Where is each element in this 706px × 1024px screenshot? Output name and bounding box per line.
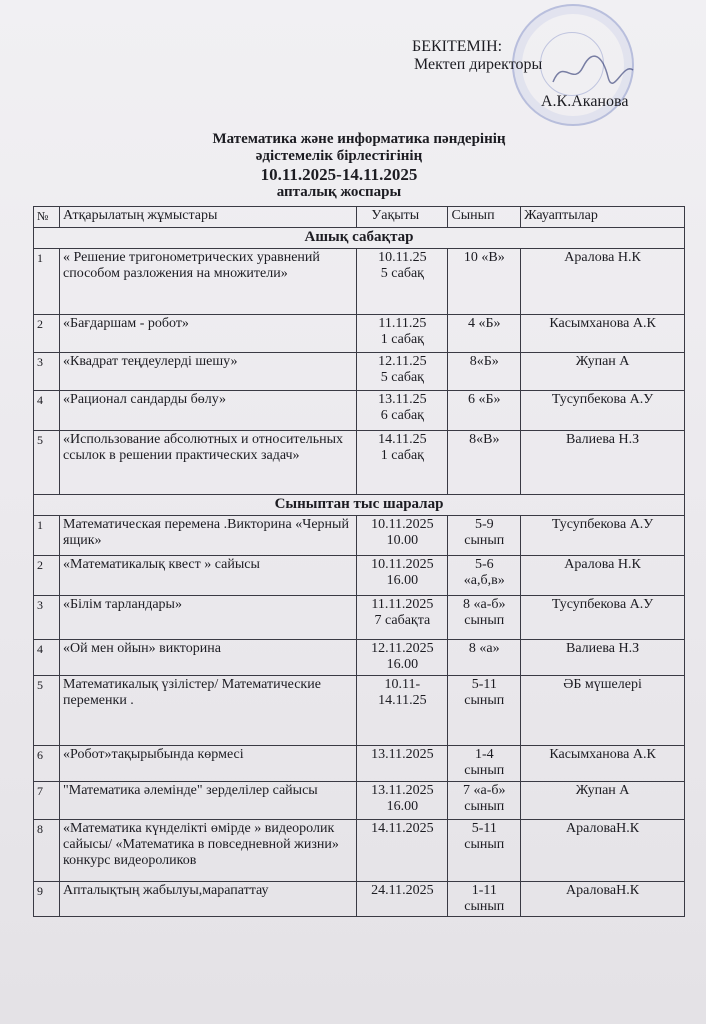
row-number-text: 9 (37, 884, 43, 898)
row-work-text: Математикалық үзілістер/ Математические переменки . (63, 677, 321, 708)
row-work (60, 676, 357, 746)
row-date: 14.11.2025 (371, 821, 434, 836)
row-class-text: 6 «Б» (468, 392, 501, 407)
row-class (448, 516, 521, 556)
row-time (357, 315, 448, 353)
header-no: № (34, 207, 60, 228)
row-number (34, 249, 60, 315)
table-row (34, 315, 685, 353)
row-class-text: 1-4 (474, 747, 494, 762)
row-time-detail: 10.00 (386, 533, 419, 548)
row-work (60, 391, 357, 431)
row-class (448, 676, 521, 746)
row-time-detail: 16.00 (386, 657, 419, 672)
row-time (357, 820, 448, 882)
row-responsible (521, 676, 685, 746)
row-class (448, 640, 521, 676)
header-time: Уақыты (357, 207, 448, 228)
header-responsible: Жауаптылар (521, 207, 685, 228)
row-class (448, 315, 521, 353)
row-class (448, 353, 521, 391)
row-responsible-text: АраловаН.К (566, 883, 640, 898)
row-number (34, 676, 60, 746)
row-number (34, 516, 60, 556)
row-responsible (521, 782, 685, 820)
row-responsible (521, 556, 685, 596)
table-row (34, 820, 685, 882)
row-responsible-text: Жупан А (575, 783, 630, 798)
row-date: 24.11.2025 (371, 883, 434, 898)
row-number-text: 1 (37, 518, 43, 532)
table-row (34, 391, 685, 431)
row-work (60, 249, 357, 315)
director-signature (548, 52, 638, 92)
row-work-text: «Математика күнделікті өмірде » видеоролик сайысы/ «Математика в повседневной жизни» конкурс видеороликов (63, 821, 339, 868)
row-number-text: 6 (37, 748, 43, 762)
row-class-text: 5-11 (471, 821, 497, 836)
row-class (448, 746, 521, 782)
row-class-suffix: сынып (464, 799, 505, 814)
table-row (34, 353, 685, 391)
row-class-suffix: сынып (464, 899, 505, 914)
row-work-text: «Бағдаршам - робот» (63, 316, 189, 331)
row-class-suffix: сынып (464, 693, 505, 708)
row-class-suffix: сынып (464, 533, 505, 548)
row-class (448, 782, 521, 820)
row-date: 10.11.25 (378, 250, 427, 265)
approval-line2: Мектеп директоры (414, 56, 543, 73)
row-work-text: "Математика әлемінде" зерделілер сайысы (63, 783, 318, 798)
row-responsible (521, 746, 685, 782)
row-work (60, 640, 357, 676)
row-work (60, 596, 357, 640)
row-class (448, 391, 521, 431)
row-time-detail: 1 сабақ (380, 448, 424, 463)
row-work-text: «Білім тарландары» (63, 597, 182, 612)
approval-line1: БЕКІТЕМІН: (412, 38, 503, 55)
row-responsible-text: Тусупбекова А.У (551, 392, 654, 407)
row-date: 12.11.25 (378, 354, 427, 369)
row-number-text: 5 (37, 678, 43, 692)
plan-table (33, 206, 685, 917)
row-number-text: 3 (37, 598, 43, 612)
row-work (60, 556, 357, 596)
row-date: 11.11.2025 (371, 597, 434, 612)
row-time-detail: 14.11.25 (378, 693, 427, 708)
row-time (357, 556, 448, 596)
row-date: 11.11.25 (378, 316, 427, 331)
row-number-text: 5 (37, 433, 43, 447)
row-class-text: 10 «В» (463, 250, 505, 265)
row-number (34, 391, 60, 431)
row-number (34, 746, 60, 782)
row-date: 10.11.2025 (371, 517, 434, 532)
row-number-text: 4 (37, 642, 43, 656)
row-work-text: Математическая перемена .Викторина «Черный ящик» (63, 517, 349, 548)
row-date: 13.11.25 (378, 392, 427, 407)
row-time (357, 596, 448, 640)
row-class-suffix: сынып (464, 837, 505, 852)
row-work (60, 746, 357, 782)
row-number (34, 596, 60, 640)
row-number (34, 353, 60, 391)
table-row (34, 556, 685, 596)
row-class (448, 431, 521, 495)
section-row-open-lessons (34, 228, 685, 249)
row-class (448, 820, 521, 882)
row-number-text: 4 (37, 393, 43, 407)
row-responsible (521, 640, 685, 676)
row-number (34, 431, 60, 495)
row-class-text: 1-11 (471, 883, 497, 898)
row-class-text: 4 «Б» (468, 316, 501, 331)
row-number (34, 782, 60, 820)
row-class-text: 7 «а-б» (463, 783, 506, 798)
row-work-text: «Робот»тақырыбында көрмесі (63, 747, 244, 762)
row-work (60, 782, 357, 820)
row-number (34, 640, 60, 676)
director-name: А.К.Аканова (541, 93, 629, 110)
row-time-detail: 16.00 (386, 573, 419, 588)
row-time (357, 782, 448, 820)
title-period: 10.11.2025-14.11.2025 (260, 165, 418, 184)
row-work-text: «Использование абсолютных и относительных ссылок в решении практических задач» (63, 432, 344, 463)
table-row (34, 249, 685, 315)
row-work (60, 820, 357, 882)
row-class-suffix: сынып (464, 613, 505, 628)
row-responsible (521, 820, 685, 882)
row-time (357, 882, 448, 917)
row-work (60, 353, 357, 391)
row-number-text: 2 (37, 317, 43, 331)
row-responsible-text: Аралова Н.К (564, 250, 641, 265)
row-date: 13.11.2025 (371, 747, 434, 762)
table-row (34, 676, 685, 746)
row-time-detail: 16.00 (386, 799, 419, 814)
row-date: 12.11.2025 (371, 641, 434, 656)
row-work (60, 315, 357, 353)
table-row (34, 516, 685, 556)
row-responsible-text: Жупан А (575, 354, 630, 369)
row-number-text: 3 (37, 355, 43, 369)
row-work-text: «Ой мен ойын» викторина (63, 641, 221, 656)
row-class-text: 5-9 (474, 517, 494, 532)
row-time-detail: 6 сабақ (380, 408, 424, 423)
row-responsible (521, 882, 685, 917)
table-row (34, 782, 685, 820)
row-class-text: 8«Б» (469, 354, 499, 369)
row-work-text: «Квадрат теңдеулерді шешу» (63, 354, 238, 369)
title-line4: апталық жоспары (276, 184, 402, 200)
title-line2: әдістемелік бірлестігінің (255, 148, 423, 164)
row-time (357, 640, 448, 676)
row-date: 10.11.2025 (371, 557, 434, 572)
section-title: Ашық сабақтар (34, 228, 685, 249)
row-number-text: 7 (37, 784, 43, 798)
row-time (357, 746, 448, 782)
row-responsible-text: Тусупбекова А.У (551, 517, 654, 532)
row-responsible-text: Тусупбекова А.У (551, 597, 654, 612)
row-number (34, 882, 60, 917)
row-time-detail: 5 сабақ (380, 370, 424, 385)
row-class-suffix: «а,б,в» (463, 573, 505, 588)
row-responsible (521, 516, 685, 556)
row-responsible-text: АраловаН.К (566, 821, 640, 836)
row-responsible-text: Касымханова А.К (549, 316, 656, 331)
section-row-events (34, 495, 685, 516)
row-responsible (521, 315, 685, 353)
row-class-text: 8 «а-б» (463, 597, 506, 612)
row-date: 10.11- (384, 677, 421, 692)
row-time-detail: 1 сабақ (380, 332, 424, 347)
row-class-text: 8«В» (469, 432, 500, 447)
row-responsible (521, 353, 685, 391)
row-time (357, 249, 448, 315)
row-time (357, 431, 448, 495)
row-work-text: Апталықтың жабылуы,марапаттау (63, 883, 269, 898)
row-class-text: 8 «а» (468, 641, 500, 656)
row-time (357, 391, 448, 431)
row-time (357, 353, 448, 391)
table-row (34, 640, 685, 676)
row-responsible-text: Валиева Н.З (565, 432, 640, 447)
row-class-suffix: сынып (464, 763, 505, 778)
row-work-text: « Решение тригонометрических уравнений способом разложения на множители» (63, 250, 320, 281)
row-responsible-text: ӘБ мүшелері (563, 677, 642, 692)
row-work-text: «Рационал сандарды бөлу» (63, 392, 227, 407)
section-title: Сыныптан тыс шаралар (34, 495, 685, 516)
row-class (448, 596, 521, 640)
row-responsible (521, 249, 685, 315)
row-work-text: «Математикалық квест » сайысы (63, 557, 260, 572)
row-class-text: 5-11 (471, 677, 497, 692)
row-time (357, 516, 448, 556)
header-work: Атқарылатың жұмыстары (60, 207, 357, 228)
row-responsible (521, 596, 685, 640)
row-time-detail: 5 сабақ (380, 266, 424, 281)
approval-block (412, 38, 542, 74)
row-work (60, 882, 357, 917)
row-time-detail: 7 сабақта (374, 613, 431, 628)
row-class (448, 882, 521, 917)
header-class: Сынып (448, 207, 521, 228)
row-class-text: 5-6 (474, 557, 494, 572)
row-class (448, 556, 521, 596)
title-line1: Математика және информатика пәндерінің (212, 131, 506, 147)
row-responsible-text: Аралова Н.К (564, 557, 641, 572)
row-responsible (521, 431, 685, 495)
row-work (60, 431, 357, 495)
row-work (60, 516, 357, 556)
row-number-text: 2 (37, 558, 43, 572)
row-number (34, 315, 60, 353)
row-number-text: 1 (37, 251, 43, 265)
row-time (357, 676, 448, 746)
row-responsible (521, 391, 685, 431)
row-number (34, 556, 60, 596)
row-number (34, 820, 60, 882)
table-header-row (34, 207, 685, 228)
row-date: 13.11.2025 (371, 783, 434, 798)
table-row (34, 431, 685, 495)
table-row (34, 746, 685, 782)
row-date: 14.11.25 (378, 432, 427, 447)
table-row (34, 882, 685, 917)
table-row (34, 596, 685, 640)
row-responsible-text: Валиева Н.З (565, 641, 640, 656)
row-class (448, 249, 521, 315)
row-number-text: 8 (37, 822, 43, 836)
row-responsible-text: Касымханова А.К (549, 747, 656, 762)
